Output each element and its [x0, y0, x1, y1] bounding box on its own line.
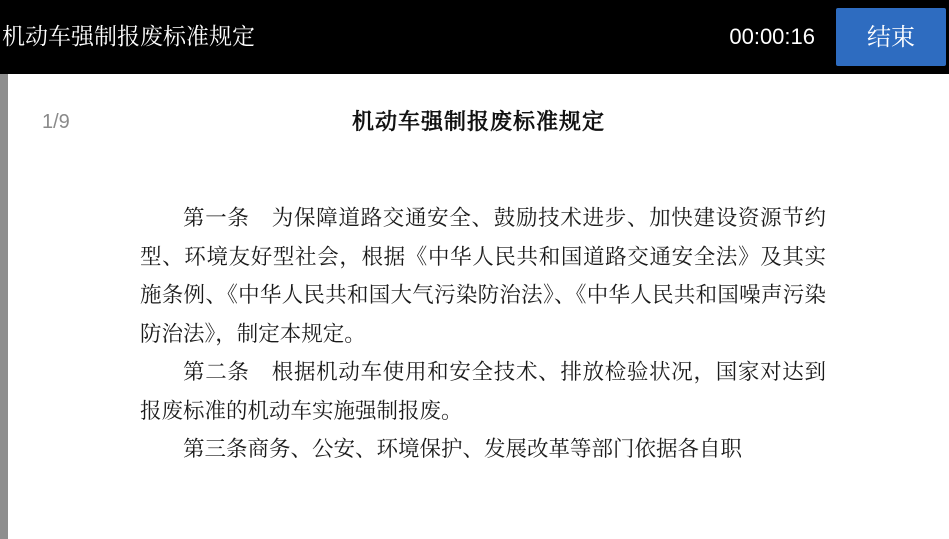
paragraph-article-1: 第一条 为保障道路交通安全、鼓励技术进步、加快建设资源节约型、环境友好型社会，根据《中华人民共和国道路交通安全法》及其实施条例、《中华人民共和国大气污染防治法》、《中华人民共和国噪声污染防治法》，制定本规定。 [140, 206, 826, 347]
elapsed-timer: 00:00:16 [729, 24, 815, 49]
top-bar [0, 0, 949, 74]
left-edge-strip [0, 74, 8, 539]
end-button[interactable]: 结束 [836, 8, 946, 66]
document-title: 机动车强制报废标准规定 [351, 110, 605, 135]
document-viewer[interactable] [8, 74, 949, 539]
page-indicator: 1/9 [42, 111, 70, 133]
window-title: 机动车强制报废标准规定 [2, 24, 255, 50]
paragraph-article-2: 第二条 根据机动车使用和安全技术、排放检验状况，国家对达到报废标准的机动车实施强制报废。 [140, 360, 826, 424]
paragraph-article-3: 第三条商务、公安、环境保护、发展改革等部门依据各自职 [183, 437, 743, 462]
document-body [140, 200, 826, 470]
